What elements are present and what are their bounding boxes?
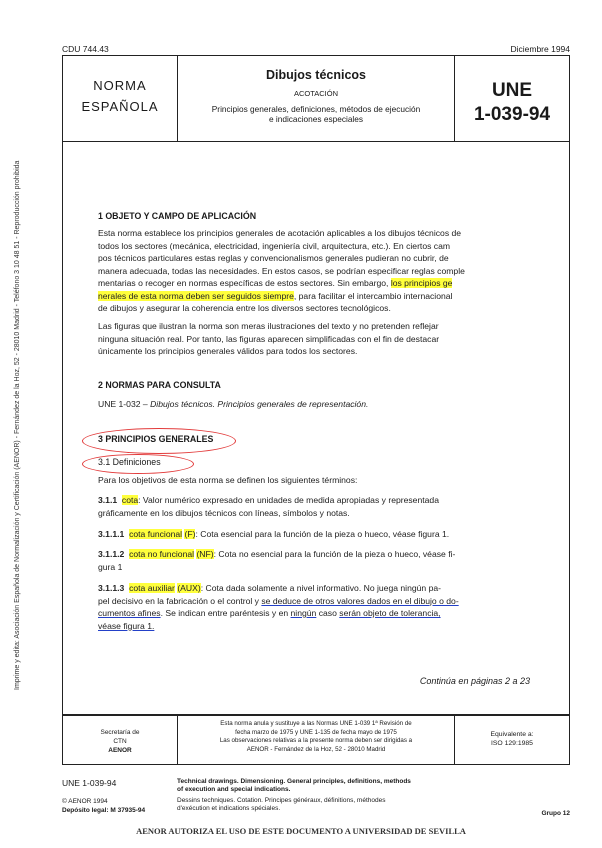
highlight-must-follow: nerales de esta norma deben ser seguidos siempre <box>98 290 294 301</box>
underline-tolerance: serán objeto de tolerancia, <box>339 608 441 618</box>
title-english <box>177 778 411 794</box>
french-line: Dessins techniques. Cotation. Principes généraux, définitions, méthodes <box>177 797 386 804</box>
annul-line: Las observaciones relativas a la presente norma deben ser dirigidas a <box>219 737 413 744</box>
def-text: gura 1 <box>98 561 123 572</box>
side-publisher-text: Imprime y edita: Asociación Española de Normalización y Certificación (AENOR) - Fernández de la Hoz, 52 - 28010 Madrid - Teléfono 3 10 48 51 - Reproducción prohibida <box>14 160 21 690</box>
underline-see-figure: véase figura 1. <box>98 620 155 631</box>
ctn-label: CTN <box>113 738 127 745</box>
p1-line: pos técnicos particulares estas reglas y convencionalismos generales pudieran no cubrir, de <box>98 253 449 263</box>
annul-line: Esta norma anula y sustituye a las Normas UNE 1-039 1ª Revisión de <box>220 720 412 727</box>
section-1-paragraph-1 <box>98 227 528 315</box>
annul-line: AENOR - Fernández de la Hoz, 52 - 28010 Madrid <box>246 745 386 753</box>
code-number: 1-039-94 <box>473 104 551 125</box>
footer-box <box>62 715 570 765</box>
bottom-code: UNE 1-039-94 <box>62 778 117 788</box>
doc-title: Dibujos técnicos <box>265 68 367 82</box>
def-text: : Valor numérico expresado en unidades de medida apropiadas y representada <box>138 495 439 505</box>
def-text: gráficamente en los dibujos técnicos con líneas, símbolos y notas. <box>98 507 350 518</box>
def-number: 3.1.1 <box>98 495 118 505</box>
aenor-label: AENOR <box>108 747 132 754</box>
french-line: d'exécution et indications spéciales. <box>177 805 281 812</box>
equivalent-cell <box>455 716 569 778</box>
iso-equivalent: ISO 129:1985 <box>491 740 533 747</box>
english-line: Technical drawings. Dimensioning. General principles, definitions, methods <box>177 778 411 785</box>
p1-line: mentarias o recoger en normas específicas de estos sectores. Sin embargo, <box>98 278 389 288</box>
license-notice: AENOR AUTORIZA EL USO DE ESTE DOCUMENTO A UNIVERSIDAD DE SEVILLA <box>136 826 466 836</box>
code-une: UNE <box>491 80 533 101</box>
grupo-label: Grupo 12 <box>541 810 570 817</box>
def-text: . Se indican entre paréntesis y en <box>160 608 291 618</box>
secretaria-label: Secretaría de <box>100 729 140 736</box>
equivalent-label: Equivalente a: <box>490 731 534 738</box>
highlight-general-principles: los principios ge <box>390 278 453 288</box>
abbr-aux: (AUX) <box>177 583 201 593</box>
title-cell <box>178 56 455 141</box>
annul-notice-cell <box>178 716 455 764</box>
deposito-legal: Depósito legal: M 37935-94 <box>62 807 146 814</box>
cdu-code: CDU 744.43 <box>62 44 109 54</box>
section-1-heading: 1 OBJETO Y CAMPO DE APLICACIÓN <box>98 211 257 221</box>
def-number: 3.1.1.3 <box>98 583 125 593</box>
term-cota-no-funcional: cota no funcional <box>129 549 195 559</box>
def-text: : Cota no esencial para la función de la pieza o hueco, véase fi- <box>213 549 456 559</box>
def-text: : Cota esencial para la función de la pieza o hueco, véase figura 1. <box>195 529 450 539</box>
p1-tail: , para facilitar el intercambio internacional <box>293 290 453 301</box>
header-table <box>62 55 570 142</box>
term-cota-auxiliar: cota auxiliar <box>129 583 175 593</box>
section-1-paragraph-2 <box>98 320 528 358</box>
def-number: 3.1.1.2 <box>98 549 125 559</box>
doc-desc-line2: e indicaciones especiales <box>268 114 364 124</box>
def-number: 3.1.1.1 <box>98 529 125 539</box>
annul-line: fecha marzo de 1975 y UNE 1-135 de fecha mayo de 1975 <box>235 728 397 736</box>
abbr-f: (F) <box>184 529 196 539</box>
p2-line: ninguna situación real. Por tanto, las figuras aparecen simplificadas con el fin de destacar <box>98 333 440 344</box>
p2-line: Las figuras que ilustran la norma son meras ilustraciones del texto y no pretenden reflejar <box>98 321 439 331</box>
norma-espanola-cell <box>63 56 178 141</box>
def-text: caso <box>316 608 340 618</box>
section-2-heading: 2 NORMAS PARA CONSULTA <box>98 380 221 390</box>
secretaria-cell <box>63 716 178 764</box>
abbr-nf: (NF) <box>196 549 214 559</box>
underline-related-docs: cumentos afines <box>98 608 161 618</box>
p2-line: únicamente los principios generales válidos para todos los sectores. <box>98 346 358 356</box>
term-cota: cota <box>121 495 139 505</box>
definition-3-1-1-1 <box>98 528 528 541</box>
doc-subtitle: ACOTACIÓN <box>293 89 339 98</box>
definition-3-1-1 <box>98 494 528 519</box>
def-text: : Cota dada solamente a nivel informativo. No juega ningún pa- <box>200 583 442 593</box>
p1-line: Esta norma establece los principios generales de acotación aplicables a los dibujos técnicos de <box>98 228 462 238</box>
section-2-reference <box>98 398 528 411</box>
code-cell <box>455 56 569 141</box>
norma-label: NORMA <box>93 78 147 93</box>
definition-3-1-1-2 <box>98 548 528 573</box>
ref-code: UNE 1-032 – <box>98 399 151 409</box>
term-cota-funcional: cota funcional <box>129 529 183 539</box>
def-text: pel decisivo en la fabricación o el control y <box>98 595 262 606</box>
doc-desc-line1: Principios generales, definiciones, métodos de ejecución <box>211 104 421 114</box>
definitions-intro: Para los objetivos de esta norma se definen los siguientes términos: <box>98 475 358 485</box>
espanola-label: ESPAÑOLA <box>81 99 159 114</box>
subsection-3-1: 3.1 Definiciones <box>98 457 161 467</box>
copyright: © AENOR 1994 <box>62 798 108 805</box>
p1-last-line: de dibujos y asegurar la coherencia entre los diversos sectores tecnológicos. <box>98 303 391 313</box>
p1-line: todos los sectores (mecánica, electricidad, ingeniería civil, arquitectura, etc.). En ciertos cam <box>98 240 451 251</box>
title-french <box>177 797 385 813</box>
english-line: of execution and special indications. <box>177 786 291 793</box>
definition-3-1-1-3 <box>98 582 528 632</box>
p1-line: manera adecuada, todas las necesidades. En estos casos, se podrían especificar reglas comple <box>98 265 465 276</box>
section-3-heading: 3 PRINCIPIOS GENERALES <box>98 434 214 444</box>
publication-date: Diciembre 1994 <box>510 44 570 54</box>
continues-note: Continúa en páginas 2 a 23 <box>419 676 530 686</box>
underline-deduced: se deduce de otros valores dados en el dibujo o do- <box>261 595 459 606</box>
ref-title: Dibujos técnicos. Principios generales de representación. <box>150 399 369 409</box>
underline-ningun: ningún <box>290 608 317 618</box>
